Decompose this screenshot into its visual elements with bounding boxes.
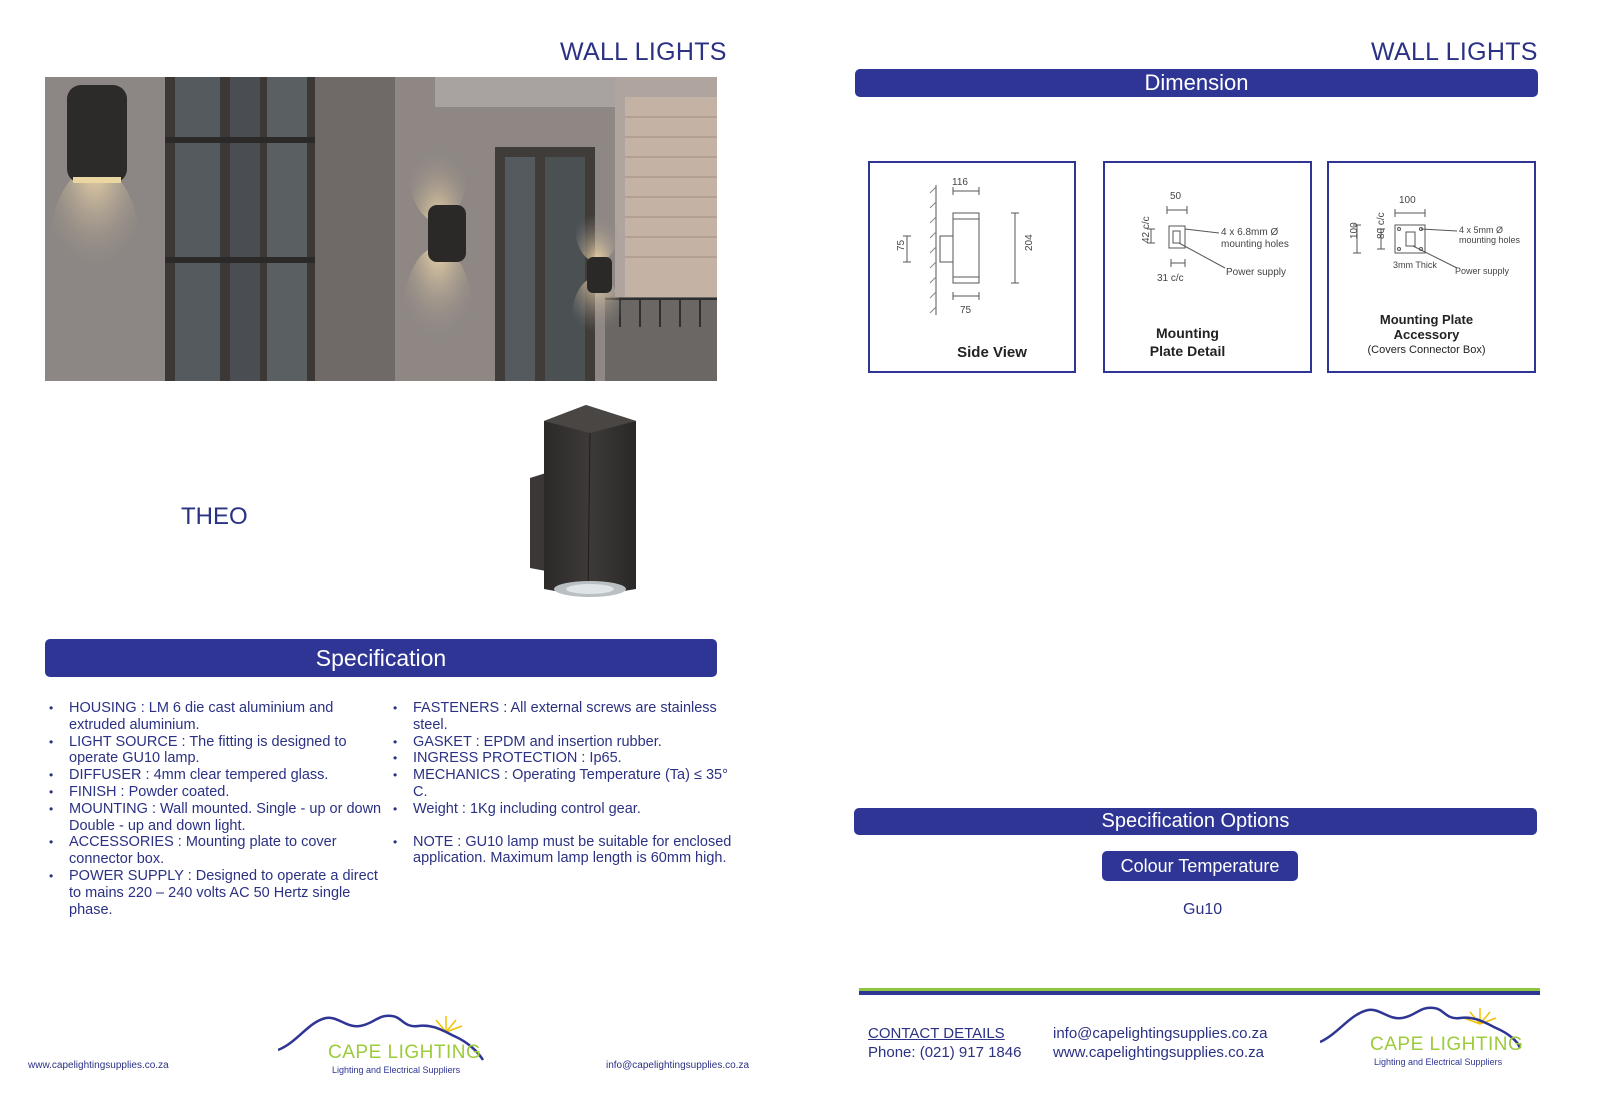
specification-header: Specification bbox=[45, 639, 717, 677]
contact-phone: Phone: (021) 917 1846 bbox=[868, 1044, 1022, 1061]
mounting-plate-box bbox=[1103, 161, 1312, 373]
spec-item: • HOUSING : LM 6 die cast aluminium and extruded aluminium. bbox=[47, 700, 387, 734]
dim-plate-left: 42 c/c bbox=[1141, 216, 1152, 243]
plate-note-holes-2: mounting holes bbox=[1221, 239, 1289, 250]
spec-item: • MECHANICS : Operating Temperature (Ta) ≤ 35° C. bbox=[391, 767, 741, 801]
acc-note-power: Power supply bbox=[1455, 266, 1510, 276]
dim-side-right: 204 bbox=[1024, 234, 1035, 251]
logo-tagline: Lighting and Electrical Suppliers bbox=[332, 1065, 461, 1075]
dim-acc-top: 100 bbox=[1399, 195, 1416, 206]
product-name: THEO bbox=[181, 503, 248, 530]
spec-note: • NOTE : GU10 lamp must be suitable for enclosed application. Maximum lamp length is 60mm high. bbox=[391, 834, 741, 868]
dim-side-left: 75 bbox=[896, 239, 907, 251]
plate-note-power: Power supply bbox=[1226, 267, 1287, 278]
spec-options-header: Specification Options bbox=[854, 808, 1537, 835]
cape-lighting-logo bbox=[278, 1012, 488, 1084]
contact-website[interactable]: www.capelightingsupplies.co.za bbox=[1053, 1044, 1264, 1061]
cape-lighting-logo-right bbox=[1320, 1002, 1530, 1082]
mounting-plate-caption-2: Plate Detail bbox=[1149, 343, 1226, 359]
mounting-accessory-caption-3: (Covers Connector Box) bbox=[1367, 344, 1486, 356]
dim-plate-top: 50 bbox=[1170, 191, 1182, 202]
dim-acc-left-outer: 100 bbox=[1349, 222, 1360, 239]
dimension-header: Dimension bbox=[855, 69, 1538, 97]
spec-item: • INGRESS PROTECTION : Ip65. bbox=[391, 750, 741, 767]
spec-item: • DIFFUSER : 4mm clear tempered glass. bbox=[47, 767, 387, 784]
colour-temperature-value: Gu10 bbox=[1183, 901, 1223, 918]
logo-name: CAPE LIGHTING bbox=[1370, 1034, 1524, 1055]
spec-item: • POWER SUPPLY : Designed to operate a direct to mains 220 – 240 volts AC 50 Hertz single phase. bbox=[47, 868, 387, 918]
logo-name: CAPE LIGHTING bbox=[328, 1042, 482, 1063]
spec-list-col2 bbox=[391, 700, 741, 867]
spec-item: • Weight : 1Kg including control gear. bbox=[391, 801, 741, 818]
spec-item: • MOUNTING : Wall mounted. Single - up or down Double - up and down light. bbox=[47, 801, 387, 835]
right-section-title: WALL LIGHTS bbox=[1371, 38, 1538, 66]
colour-temperature-label: Colour Temperature bbox=[1102, 851, 1298, 881]
left-section-title: WALL LIGHTS bbox=[560, 38, 727, 66]
logo-tagline: Lighting and Electrical Suppliers bbox=[1374, 1057, 1503, 1067]
dim-acc-left-inner: 80 c/c bbox=[1376, 212, 1387, 239]
mounting-accessory-caption-1: Mounting Plate bbox=[1379, 312, 1474, 327]
spec-item: • LIGHT SOURCE : The fitting is designed to operate GU10 lamp. bbox=[47, 734, 387, 768]
spec-item: • FINISH : Powder coated. bbox=[47, 784, 387, 801]
wall-lights-photo bbox=[45, 77, 717, 381]
side-view-caption: Side View bbox=[957, 344, 1027, 361]
acc-note-thick: 3mm Thick bbox=[1393, 260, 1437, 270]
footer-website: www.capelightingsupplies.co.za bbox=[28, 1060, 169, 1071]
spec-item: • ACCESSORIES : Mounting plate to cover connector box. bbox=[47, 834, 387, 868]
mounting-accessory-drawing bbox=[1329, 163, 1534, 333]
footer-divider-navy bbox=[859, 991, 1540, 995]
product-image bbox=[524, 403, 644, 603]
mounting-plate-caption-1: Mounting bbox=[1156, 325, 1219, 341]
dim-side-top: 116 bbox=[952, 177, 968, 188]
mounting-accessory-caption-2: Accessory bbox=[1393, 327, 1460, 342]
footer-email: info@capelightingsupplies.co.za bbox=[606, 1060, 750, 1071]
acc-note-holes-2: mounting holes bbox=[1459, 235, 1521, 245]
acc-note-holes-1: 4 x 5mm Ø bbox=[1459, 225, 1504, 235]
mounting-accessory-box bbox=[1327, 161, 1536, 373]
dim-side-bottom: 75 bbox=[960, 305, 972, 316]
spec-item: • GASKET : EPDM and insertion rubber. bbox=[391, 734, 741, 751]
contact-details-title: CONTACT DETAILS bbox=[868, 1025, 1005, 1042]
contact-email[interactable]: info@capelightingsupplies.co.za bbox=[1053, 1025, 1268, 1042]
spec-list-col1 bbox=[47, 700, 387, 918]
dim-plate-bottom: 31 c/c bbox=[1157, 273, 1184, 284]
mounting-plate-drawing bbox=[1105, 163, 1310, 333]
side-view-box bbox=[868, 161, 1076, 373]
plate-note-holes-1: 4 x 6.8mm Ø bbox=[1221, 227, 1279, 238]
side-view-drawing bbox=[870, 163, 1074, 333]
spec-item: • FASTENERS : All external screws are stainless steel. bbox=[391, 700, 741, 734]
